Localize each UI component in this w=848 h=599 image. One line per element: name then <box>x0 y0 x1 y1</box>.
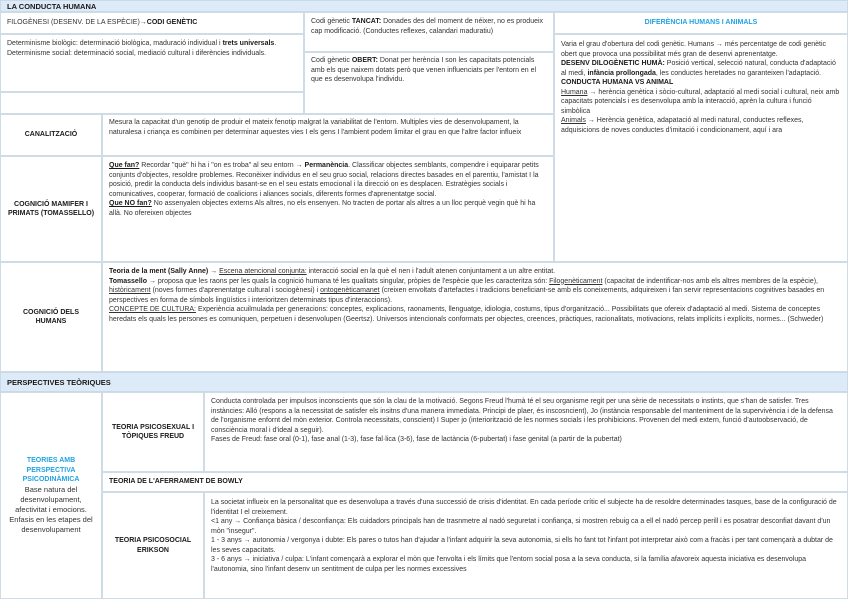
canalitzacio-label: CANALITZACIÓ <box>24 131 78 139</box>
erikson-stage-1: <1 any → Confiança bàsica / desconfiança: Els cuidadors principals han de trasnmetre al nadó seguretat i confiança, si mostren rebuig ca a ell el nadó percep perill i es posatrar desconfiat davant d'un mòn "insegur". <box>211 518 831 535</box>
cognicio-mamifer-label-cell <box>0 156 102 262</box>
animals-label: Animals <box>561 117 586 124</box>
desenv-paragraph <box>561 59 841 78</box>
determinisme-social: Determinisme social: determinació social, mediació cultural i diferències individuals. <box>7 49 267 57</box>
period: . <box>274 40 277 47</box>
filogeneticament-label: Filogenèticament <box>549 277 603 285</box>
que-fan-text: Recordar "què" hi ha i "on es troba" al seu entorn → <box>139 162 305 169</box>
obert-text: Donat per herència I son les capacitats potencials amb els que naixem dotats però que venen influenciats per l'entorn en el que es desenvolupa l'individu. <box>311 57 537 83</box>
arrow-icon: → <box>139 19 147 27</box>
freud-text-cell <box>204 392 848 472</box>
tancat-prefix: Codi gènetic <box>311 18 352 25</box>
erikson-text-cell <box>204 492 848 599</box>
determinisme-biologic <box>7 39 297 49</box>
animals-paragraph <box>561 116 841 135</box>
tomassello-text-2: (capacitat de indentificar-nos amb els altres membres de la espècie), <box>602 277 818 285</box>
empty-cell <box>0 92 304 114</box>
cognicio-mamifer-text-cell <box>102 156 554 262</box>
psicodinamica-title: TEORIES AMB PERSPECTIVA PSICODINÀMICA <box>22 457 80 484</box>
cognicio-mamifer-label: COGNICIÓ MAMIFER I PRIMATS (TOMASSELLO) <box>7 200 95 217</box>
filogenesi-cell <box>0 12 304 34</box>
tomassello-text-4: (creixen envoltats d'artefactes i tradicions beneficiant-se amb els coneixements, adquireixen i fan servir representacions cognitives basades en perspectives en forma de símbols lingüístics i interioritzen determinats tipus d'interaccions). <box>109 287 825 304</box>
codi-obert-cell <box>304 52 554 114</box>
que-fan-paragraph <box>109 161 547 199</box>
humans-paragraph <box>561 88 841 117</box>
diferencia-body-cell <box>554 34 848 262</box>
canalitzacio-text-cell <box>102 114 554 156</box>
escena-text: interacció social en la què el nen i l'adult atenen conjuntament a un altre entitat. <box>306 268 556 275</box>
que-no-fan-label: Que NO fan? <box>109 200 152 207</box>
freud-fases: Fases de Freud: fase oral (0-1), fase anal (1-3), fase fal·lica (3-6), fase de lactància (6-pubertat) i fase genital (a partir de la pubertat) <box>211 436 622 443</box>
tancat-label: TANCAT: <box>351 18 382 25</box>
trets-universals: trets universals <box>222 40 275 47</box>
desenv-end: , les conductes heretades no garanteixen l'adaptació. <box>655 69 822 77</box>
page-title <box>0 0 848 12</box>
humans-label: Humana <box>561 88 588 96</box>
historicament-label: històricament <box>109 287 151 294</box>
freud-label: TEORIA PSICOSEXUAL I TÒPIQUES FREUD <box>111 423 195 440</box>
animals-text: → Herència genètica, adapatació al medi natural, conductes reflexes, adquisicions de noves conductes d'imitació i condicionament, aquí i ara <box>561 117 804 134</box>
concepte-cultura-paragraph <box>109 305 841 324</box>
tomassello-text-1: → proposa que les raons per les quals la cognició humana té les qualitats singular, pròpies de l'espècie que les caracteritza són: <box>147 277 550 285</box>
filogenesi-label: FILOGÈNESI (DESENV. DE LA ESPÈCIE) <box>7 19 140 27</box>
tomassello-text-3: (noves formes d'aprenentatge cultural i sociogènesi) i <box>150 287 321 294</box>
permanencia-label: Permanència <box>304 162 349 169</box>
codi-tancat-cell <box>304 12 554 52</box>
tancat-text: Donades des del moment de néixer, no es produeix cap modificació. (Conductes reflexes, calandari maduratiu) <box>311 18 544 35</box>
conducta-vs-title: CONDUCTA HUMANA VS ANIMAL <box>561 79 674 86</box>
psicodinamica-cell <box>0 392 102 599</box>
que-fan-text-2: . Classificar objectes semblants, compendre i equiparar petits conjunts d'objectes, resoldre problemes. Reconèixer individus en el seu gruo social, relacions directes basades en el parentiu, l'amistat I la posició, predir la conducta dels individus basant-se en el seu estats emocional i la direcció on es desplacen. Estratègies socials i comunicatives, cooperar, formació de coalicions i aliances socials, diferents formes d'aprenentatge social. <box>109 162 539 198</box>
cognicio-humans-text-cell <box>102 262 848 372</box>
que-fan-label: Que fan? <box>109 162 140 169</box>
varia-text: Varia el grau d'obertura del codi genètic. Humans → més percentatge de codi genètic obert que provoca una possibilitat més gran de desenvi aprenentatge. <box>561 41 827 58</box>
determinisme-cell <box>0 34 304 92</box>
concepte-cultura-label: CONCEPTE DE CULTURA: <box>109 306 196 313</box>
tomassello-label: Tomassello <box>109 277 147 285</box>
perspectives-title: PERSPECTIVES TEÒRIQUES <box>7 377 111 387</box>
que-no-fan-paragraph <box>109 199 547 218</box>
erikson-intro: La societat influeix en la personalitat que es desenvolupa a través d'una successió de crisis d'identitat. En cada període crític el subjecte ha de resoldre determinades tasques, base de la configuració de l'identitat I el creixement. <box>211 499 837 516</box>
desenv-text: Posició vertical, selecció natural, conducta d'adaptació al medi, <box>561 60 836 77</box>
teoria-ment-paragraph: Teoria de la ment (Sally Anne) → Escena atencional conjunta: interacció social en la què el nen i l'adult atenen conjuntament a un altre entitat. <box>109 268 556 275</box>
concepte-cultura-text: Experiència acuilmulada per generacions: conceptes, explicacions, raonaments, llenguatge, idiologia, costums, tipus d'organització... Possibilitats que ofereix d'adaptació al medi. Sistema de conceptes heredats els quals les persones es comuniquen, perpetuen i desenvolupen (Geertsz). Universos intencionals conformats per objectes, creences, pràctiques, racionalitats, motivacions, relats implícits i explícits, normes... (Schweder) <box>109 306 824 323</box>
tomassello-paragraph <box>109 277 841 306</box>
erikson-label-cell <box>102 492 204 599</box>
humans-text: → herència genètica i sòcio-cultural, adaptació al medi social i cultural, neix amb capacitats potencials i es desenvolupa amb la interacció, aprèn la cultura i funció simbòlica <box>561 88 840 115</box>
erikson-stage-3: 3 - 6 anys → iniciativa / culpa: L'infant començarà a explorar el mòn que l'envolta i els límits que l'entorn social posa a la seva conducta, si la família afavoreix aquesta iniciativa es desenvolupa l'autonomia, sino l'infant desenv un sentitment de culpa per les normes excessives <box>211 556 807 573</box>
bowly-cell <box>102 472 848 492</box>
obert-label: OBERT: <box>351 57 378 64</box>
canalitzacio-text: Mesura la capacitat d'un genotip de produir el mateix fenotip malgrat la variabilitat de l'entorn. Multiples vies de desenvolupament, la naturalesa i criança es combinen per determinar aquestes vies I els gens I l'ambient podem limitar el grau en que l'altre factor influeix <box>109 119 522 136</box>
ontogeneticament-label: ontogenèticamanet <box>320 287 380 294</box>
erikson-stage-2: 1 - 3 anys → autonomia / vergonya i dubte: Els pares o tutos han d'ajudar a l'infant adquirir la seva autonomia, si ells ho fant tot l'infant pot interpretar això com a fracàs i per tant començarà a dubtar de les seves capacitats. <box>211 537 833 554</box>
que-no-fan-text: No assenyalen objectes externs Als altres, no els ensenyen. No tracten de portar als altres a un lloc perquè vegin què hi ha allà. No ofereixen objectes <box>109 200 536 217</box>
erikson-label: TEORIA PSICOSOCIAL ERIKSON <box>114 537 192 554</box>
escena-label: Escena atencional conjunta: <box>219 268 307 275</box>
cognicio-humans-label: COGNICIÓ DELS HUMANS <box>22 308 79 325</box>
obert-prefix: Codi gènetic <box>311 57 352 64</box>
freud-text: Conducta controlada per impulsos inconscients que són la clau de la motivació. Segons Freud l'humà té el seu organisme regit per una sèrie de necessitats o instints, que s'han de satisfer. Tres instàncies: Alló (respons a la necessitat de satisfer els insitns d'una manera immediata. Principi de plaer, és inscosncient), Jo (instància responsable del manteniment de la supervivència i de la defensa de l'organisme enfornt del mòn exterior. Controla necessitats, conscient) I Super jo (interiorització de les normes socials i les prohibicions. Provenen del medi extern, funció d'autoobservació, de consciència moral i d'ideal a seguir). <box>211 398 833 434</box>
canalitzacio-label-cell <box>0 114 102 156</box>
bowly-label: TEORIA DE L'AFERRAMENT DE BOWLY <box>109 478 243 486</box>
freud-label-cell <box>102 392 204 472</box>
diferencia-title: DIFERÈNCIA HUMANS I ANIMALS <box>644 19 758 27</box>
psicodinamica-text: Base natura del desenvolupament, afectivitat i emocions. Enfasis en les etapes del desenvolupament <box>9 484 93 534</box>
perspectives-band <box>0 372 848 392</box>
cognicio-humans-label-cell <box>0 262 102 372</box>
desenv-label: DESENV DILOGÈNETIC HUMÀ: <box>561 60 665 67</box>
diferencia-title-cell <box>554 12 848 34</box>
page-title-text: LA CONDUCTA HUMANA <box>7 1 97 11</box>
infancia-label: infància prollongada <box>587 69 656 77</box>
teoria-ment-label: Teoria de la ment (Sally Anne) <box>109 268 209 275</box>
codi-genetic-label: CODI GENÈTIC <box>146 19 198 27</box>
determinisme-biologic-text: Determinisme biològic: determinació biològica, maduració individual i <box>7 40 221 47</box>
